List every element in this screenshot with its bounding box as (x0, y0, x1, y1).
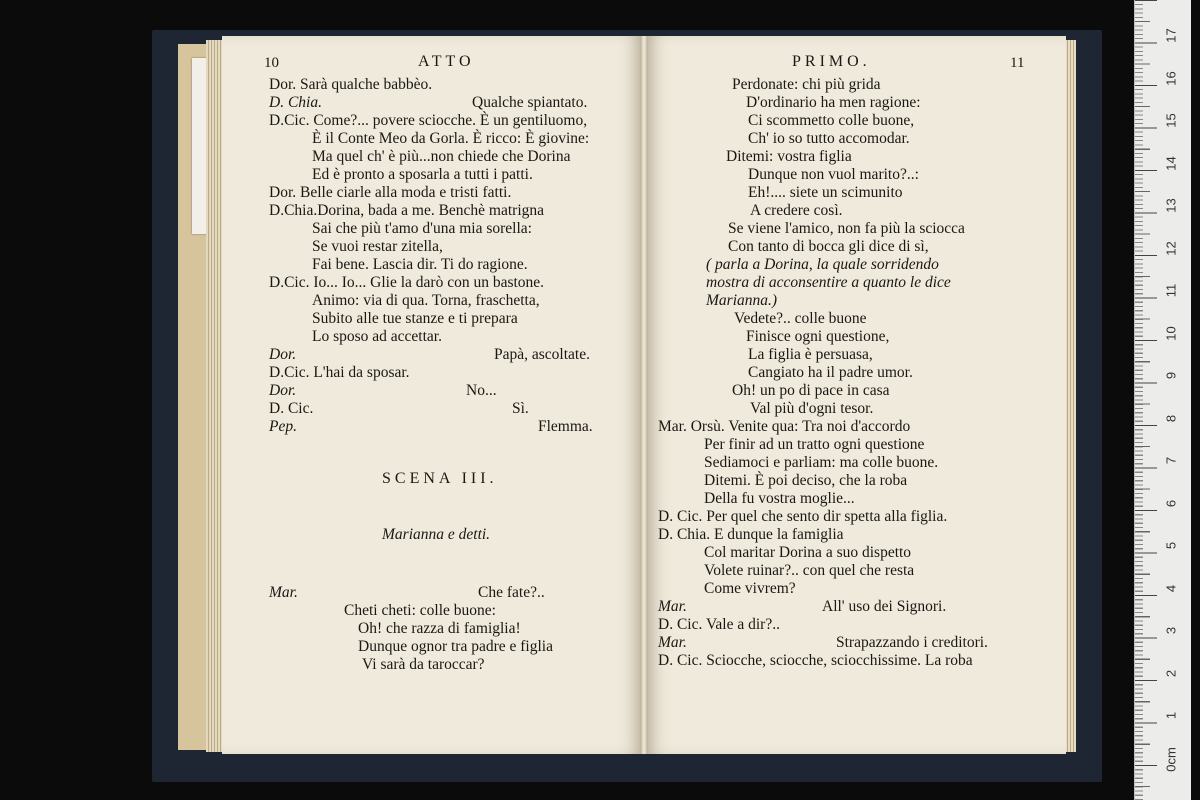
left-text-line: Mar. (269, 584, 298, 601)
ruler-number: 17 (1163, 28, 1179, 43)
left-text-line: D.Cic. Come?... povere sciocche. È un gentiluomo, (269, 112, 588, 129)
left-text-line: Dunque ognor tra padre e figlia (358, 638, 553, 655)
left-text-line: Lo sposo ad accettar. (312, 328, 442, 345)
left-text-line: È il Conte Meo da Gorla. È ricco: È giovine: (312, 130, 590, 147)
right-text-line: Per finir ad un tratto ogni questione (704, 436, 925, 453)
ruler-number: 10 (1163, 325, 1179, 341)
measuring-ruler (1134, 0, 1191, 800)
right-text-line: D. Cic. Vale a dir?.. (658, 616, 780, 633)
ruler-ticks (1135, 0, 1157, 800)
right-text-line: Mar. (658, 634, 687, 651)
right-text-line: Finisce ogni questione, (746, 328, 890, 345)
left-text-line: SCENA III. (382, 470, 498, 487)
right-text-line: Perdonate: chi più grida (732, 76, 881, 93)
left-text-line: Dor. (269, 346, 297, 363)
right-text-line: Eh!.... siete un scimunito (748, 184, 903, 201)
right-text-line: D. Cic. Per quel che sento dir spetta alla figlia. (658, 508, 948, 525)
left-text-line: Che fate?.. (478, 584, 545, 601)
ruler-number: 2 (1163, 669, 1179, 677)
left-text-line: Dor. (269, 382, 297, 399)
left-text-line: D.Chia.Dorina, bada a me. Benchè matrigna (269, 202, 545, 219)
right-page-number: 11 (1010, 55, 1025, 71)
right-text-line: La figlia è persuasa, (748, 346, 873, 363)
ruler-unit-label: 0cm (1163, 747, 1179, 772)
right-text-line: Strapazzando i creditori. (836, 634, 988, 651)
left-text-line: Ma quel ch' è più...non chiede che Dorina (312, 148, 571, 165)
right-text-line: Come vivrem? (704, 580, 796, 597)
right-text-line: Sediamoci e parliam: ma colle buone. (704, 454, 939, 471)
ruler-number: 14 (1163, 155, 1179, 171)
right-text-line: A credere così. (750, 202, 843, 219)
left-text-line: Papà, ascoltate. (494, 346, 590, 363)
right-text-line: D. Cic. Sciocche, sciocche, sciocchissime. La roba (658, 652, 973, 669)
right-text-line: Con tanto di bocca gli dice di sì, (728, 238, 929, 255)
right-text-line: Ci scommetto colle buone, (748, 112, 915, 129)
left-text-line: Sai che più t'amo d'una mia sorella: (312, 220, 532, 237)
right-text-line: Dunque non vuol marito?..: (748, 166, 919, 183)
right-text-line: Mar. (658, 598, 687, 615)
left-running-head: ATTO (418, 53, 475, 70)
left-text-line: No... (466, 382, 497, 399)
left-text-line: D.Cic. Io... Io... Glie la darò con un bastone. (269, 274, 545, 291)
left-text-line: Subito alle tue stanze e ti prepara (312, 310, 518, 327)
left-text-line: D. Cic. (269, 400, 314, 417)
left-text-line: Vi sarà da taroccar? (362, 656, 485, 673)
right-text-line: D'ordinario ha men ragione: (746, 94, 921, 111)
right-text-line: Marianna.) (706, 292, 778, 309)
right-text-line: All' uso dei Signori. (822, 598, 947, 615)
left-text-line: D. Chia. (269, 94, 322, 111)
ruler-number: 3 (1163, 626, 1179, 635)
ruler-number: 12 (1163, 240, 1179, 256)
left-text-line: Sì. (512, 400, 529, 417)
right-text-line: Ch' io so tutto accomodar. (748, 130, 910, 147)
ruler-number: 1 (1163, 711, 1179, 720)
left-text-line: Ed è pronto a sposarla a tutti i patti. (312, 166, 533, 183)
ruler-number: 15 (1163, 113, 1179, 128)
left-text-line: D.Cic. L'hai da sposar. (269, 364, 410, 381)
ruler-number: 16 (1163, 70, 1179, 86)
left-text-line: Marianna e detti. (382, 526, 491, 543)
ruler-number: 6 (1163, 499, 1179, 507)
book-gutter (640, 36, 648, 754)
ruler-number: 4 (1163, 584, 1179, 592)
ruler-number: 7 (1163, 456, 1179, 465)
right-text-line: Della fu vostra moglie... (704, 490, 855, 507)
left-text-line: Qualche spiantato. (472, 94, 588, 111)
right-text-line: Val più d'ogni tesor. (750, 400, 874, 417)
right-text-line: mostra di acconsentire a quanto le dice (706, 274, 951, 291)
right-running-head: PRIMO. (792, 53, 871, 70)
right-text-line: Ditemi. È poi deciso, che la roba (704, 472, 908, 489)
right-text-line: ( parla a Dorina, la quale sorridendo (706, 256, 939, 273)
right-page (646, 36, 1066, 754)
ruler-number: 11 (1163, 283, 1179, 298)
right-text-line: Mar. Orsù. Venite qua: Tra noi d'accordo (658, 418, 911, 435)
ruler-number: 5 (1163, 541, 1179, 550)
right-text-line: Se viene l'amico, non fa più la sciocca (728, 220, 965, 237)
right-text-line: D. Chia. E dunque la famiglia (658, 526, 844, 543)
right-text-line: Ditemi: vostra figlia (726, 148, 852, 165)
left-text-line: Cheti cheti: colle buone: (344, 602, 496, 619)
right-text-line: Vedete?.. colle buone (734, 310, 867, 327)
left-text-line: Dor. Sarà qualche babbèo. (269, 76, 433, 93)
right-text-line: Col maritar Dorina a suo dispetto (704, 544, 912, 561)
left-text-line: Se vuoi restar zitella, (312, 238, 443, 255)
right-text-line: Volete ruinar?.. con quel che resta (704, 562, 915, 579)
left-text-line: Animo: via di qua. Torna, fraschetta, (312, 292, 540, 309)
right-text-line: Oh! un po di pace in casa (732, 382, 890, 399)
left-page (222, 36, 642, 754)
ruler-number: 8 (1163, 414, 1179, 422)
right-text-line: Cangiato ha il padre umor. (748, 364, 913, 381)
left-text-line: Dor. Belle ciarle alla moda e tristi fatti. (269, 184, 512, 201)
ruler-number: 13 (1163, 198, 1179, 213)
left-text-line: Flemma. (538, 418, 593, 435)
ruler-number: 9 (1163, 371, 1179, 380)
left-page-number: 10 (264, 55, 279, 71)
left-text-line: Pep. (269, 418, 297, 435)
left-text-line: Oh! che razza di famiglia! (358, 620, 521, 637)
left-text-line: Fai bene. Lascia dir. Ti do ragione. (312, 256, 528, 273)
